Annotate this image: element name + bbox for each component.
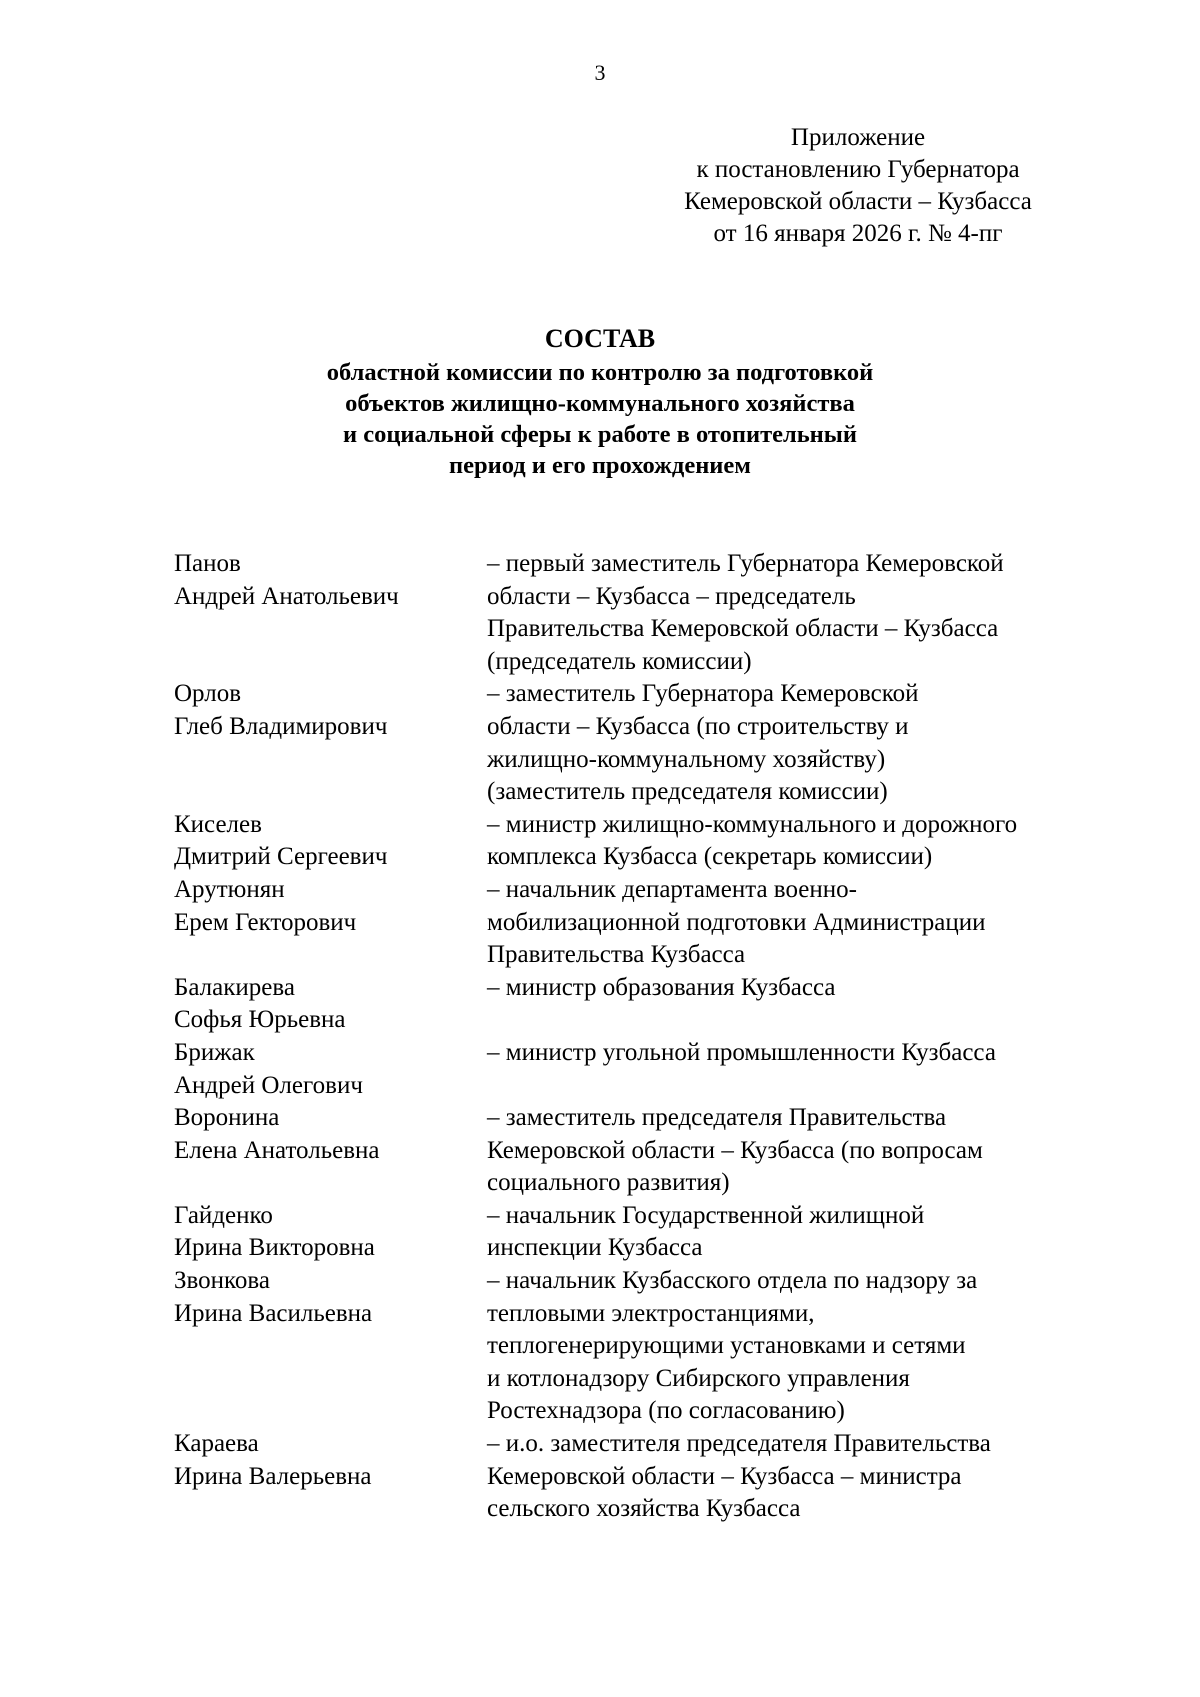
- title-subtitle-line: объектов жилищно-коммунального хозяйства: [345, 390, 855, 417]
- member-role-line: – заместитель Губернатора Кемеровской: [487, 680, 919, 708]
- member-name: [174, 1428, 487, 1526]
- member-role-line: Кемеровской области – Кузбасса – министра: [487, 1462, 962, 1490]
- member-row: [174, 1037, 1114, 1102]
- member-name: [174, 678, 487, 808]
- member-name: [174, 809, 487, 874]
- member-row: [174, 809, 1114, 874]
- member-role-line: – начальник Государственной жилищной: [487, 1201, 925, 1229]
- member-role-line: области – Кузбасса (по строительству и: [487, 712, 909, 740]
- member-role-line: теплогенерирующими установками и сетями: [487, 1332, 966, 1360]
- appendix-line: Приложение: [790, 124, 926, 151]
- member-row: [174, 874, 1114, 972]
- member-role-line: Кемеровской области – Кузбасса (по вопросам: [487, 1136, 983, 1164]
- member-role: [487, 548, 1114, 678]
- member-role-line: тепловыми электростанциями,: [487, 1299, 815, 1327]
- member-row: [174, 1428, 1114, 1526]
- member-role-line: мобилизационной подготовки Администрации: [487, 908, 986, 936]
- appendix-line: к постановлению Губернатора: [696, 156, 1020, 183]
- member-surname: Караева: [174, 1430, 259, 1458]
- member-role: [487, 1428, 1114, 1526]
- member-role-line: – заместитель председателя Правительства: [487, 1104, 947, 1132]
- member-role-line: – и.о. заместителя председателя Правительства: [487, 1430, 991, 1458]
- member-surname: Брижак: [174, 1038, 255, 1066]
- member-role-line: – министр жилищно-коммунального и дорожного: [487, 810, 1018, 838]
- member-role-line: социального развития): [487, 1169, 730, 1197]
- title-main: СОСТАВ: [544, 324, 656, 353]
- member-row: [174, 1200, 1114, 1265]
- member-name: [174, 1265, 487, 1428]
- member-surname: Орлов: [174, 680, 242, 708]
- appendix-line: от 16 января 2026 г. № 4-пг: [713, 220, 1003, 247]
- member-role-line: (председатель комиссии): [487, 647, 752, 675]
- member-role: [487, 972, 1114, 1037]
- page-number: 3: [594, 60, 606, 85]
- member-role: [487, 809, 1114, 874]
- member-given-names: Ирина Викторовна: [174, 1234, 375, 1262]
- member-role-line: Правительства Кемеровской области – Кузбасса: [487, 615, 999, 643]
- member-given-names: Глеб Владимирович: [174, 712, 388, 740]
- member-given-names: Ирина Валерьевна: [174, 1462, 372, 1490]
- member-given-names: Ирина Васильевна: [174, 1299, 373, 1327]
- member-role: [487, 874, 1114, 972]
- member-given-names: Андрей Анатольевич: [174, 582, 399, 610]
- member-name: [174, 972, 487, 1037]
- member-role: [487, 678, 1114, 808]
- member-given-names: Елена Анатольевна: [174, 1136, 380, 1164]
- member-role: [487, 1037, 1114, 1102]
- member-name: [174, 1102, 487, 1200]
- title-subtitle-line: период и его прохождением: [449, 452, 751, 479]
- title-subtitle: [0, 357, 1200, 481]
- member-surname: Балакирева: [174, 973, 295, 1001]
- member-role-line: – министр угольной промышленности Кузбасса: [487, 1038, 996, 1066]
- member-role-line: Правительства Кузбасса: [487, 941, 746, 969]
- member-role-line: области – Кузбасса – председатель: [487, 582, 856, 610]
- member-role-line: комплекса Кузбасса (секретарь комиссии): [487, 843, 933, 871]
- member-name: [174, 874, 487, 972]
- title-subtitle-line: и социальной сферы к работе в отопительный: [342, 421, 858, 448]
- member-role-line: инспекции Кузбасса: [487, 1234, 703, 1262]
- member-row: [174, 1102, 1114, 1200]
- member-surname: Гайденко: [174, 1201, 273, 1229]
- member-role-line: жилищно-коммунальному хозяйству): [487, 745, 886, 773]
- member-role-line: Ростехнадзора (по согласованию): [487, 1397, 845, 1425]
- appendix-line: Кемеровской области – Кузбасса: [684, 188, 1032, 215]
- document-title: [0, 322, 1200, 481]
- member-given-names: Дмитрий Сергеевич: [174, 843, 388, 871]
- member-name: [174, 548, 487, 678]
- member-role-line: (заместитель председателя комиссии): [487, 778, 888, 806]
- member-name: [174, 1037, 487, 1102]
- member-role-line: – первый заместитель Губернатора Кемеровской: [487, 550, 1004, 577]
- member-row: [174, 1265, 1114, 1428]
- member-surname: Воронина: [174, 1104, 280, 1132]
- member-surname: Панов: [174, 550, 241, 577]
- member-role: [487, 1102, 1114, 1200]
- member-row: [174, 548, 1114, 678]
- member-row: [174, 678, 1114, 808]
- member-role-line: и котлонадзору Сибирского управления: [487, 1364, 910, 1392]
- member-given-names: Ерем Гекторович: [174, 908, 357, 936]
- member-role-line: – начальник Кузбасского отдела по надзору за: [487, 1267, 978, 1295]
- member-given-names: Андрей Олегович: [174, 1071, 363, 1099]
- appendix-header: [648, 122, 1068, 250]
- member-name: [174, 1200, 487, 1265]
- member-row: [174, 972, 1114, 1037]
- member-surname: Арутюнян: [174, 875, 285, 903]
- member-role-line: – министр образования Кузбасса: [487, 973, 836, 1001]
- title-subtitle-line: областной комиссии по контролю за подготовкой: [326, 359, 874, 386]
- member-role-line: сельского хозяйства Кузбасса: [487, 1495, 801, 1523]
- member-surname: Звонкова: [174, 1267, 270, 1295]
- members-list: [174, 548, 1114, 1526]
- member-surname: Киселев: [174, 810, 262, 838]
- member-given-names: Софья Юрьевна: [174, 1006, 346, 1034]
- member-role-line: – начальник департамента военно-: [487, 875, 857, 903]
- member-role: [487, 1265, 1114, 1428]
- member-role: [487, 1200, 1114, 1265]
